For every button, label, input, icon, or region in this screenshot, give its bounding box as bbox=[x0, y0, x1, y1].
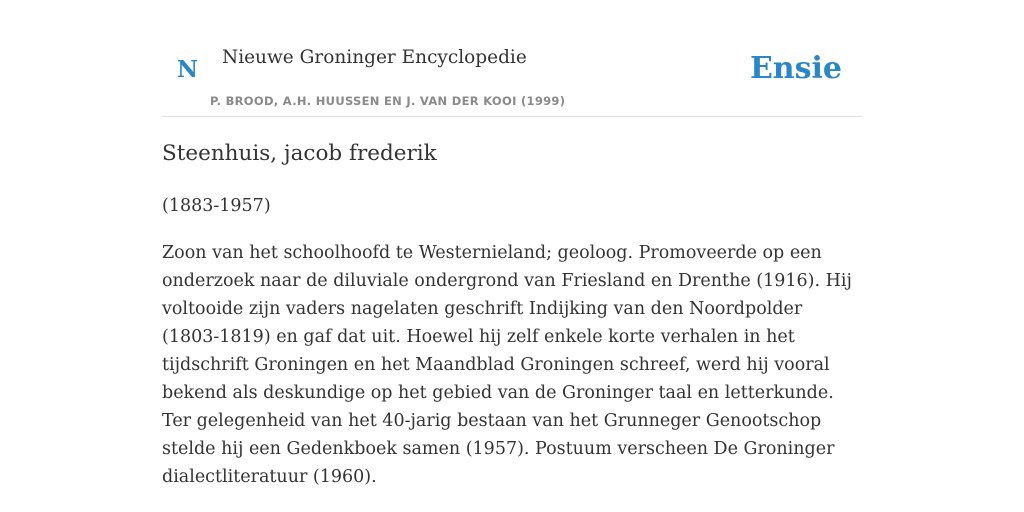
entry-title: Steenhuis, jacob frederik bbox=[162, 141, 437, 166]
page bbox=[162, 0, 862, 487]
entry-dates: (1883-1957) bbox=[162, 196, 271, 216]
entry-body: Zoon van het schoolhoofd te Westernieland; geoloog. Promoveerde op een onderzoek naar de diluviale ondergrond van Friesland en Drenthe (1916). Hij voltooide zijn vaders nagelaten geschrift Indijking van den Noordpolder (1803-1819) en gaf dat uit. Hoewel hij zelf enkele korte verhalen in het tijdschrift Groningen en het Maandblad Groningen schreef, werd hij vooral bekend als deskundige op het gebied van de Groninger taal en letterkunde. Ter gelegenheid van het 40-jarig bestaan van het Grunneger Genootschop stelde hij een Gedenkboek samen (1957). Postuum verscheen De Groninger dialectliteratuur (1960). bbox=[162, 243, 852, 487]
header bbox=[162, 0, 862, 117]
book-title: Nieuwe Groninger Encyclopedie bbox=[222, 47, 527, 68]
book-authors: P. BROOD, A.H. HUUSSEN EN J. VAN DER KOOI (1999) bbox=[210, 94, 566, 108]
book-logo: N bbox=[177, 56, 199, 83]
ensie-logo-link[interactable]: Ensie bbox=[749, 51, 842, 86]
